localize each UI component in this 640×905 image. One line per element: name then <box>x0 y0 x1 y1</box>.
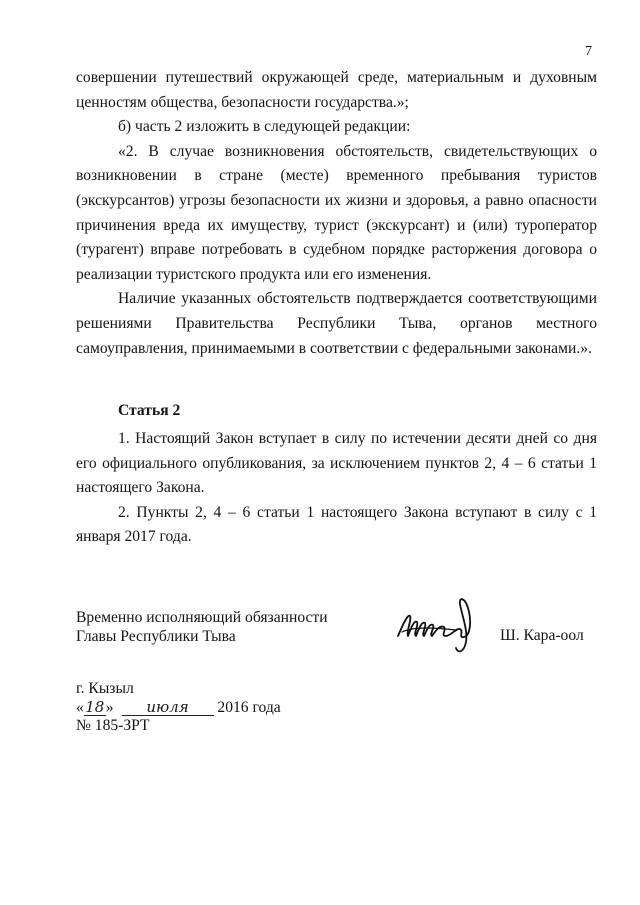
date-line <box>76 699 281 718</box>
date-year: 2016 года <box>217 698 281 716</box>
place-date-block <box>76 680 281 736</box>
article-heading: Статья 2 <box>118 402 181 419</box>
paragraph-continuation: совершении путешествий окружающей среде, материальным и духовным ценностям общества, безопасности государства.»; <box>76 69 597 111</box>
paragraph-circumstances: Наличие указанных обстоятельств подтверждается соответствующими решениями Правительства Республики Тыва, органов местного самоуправления, принимаемыми в соответствии с федеральными законами.». <box>76 290 597 357</box>
signer-title-line-1: Временно исполняющий обязанности <box>76 609 328 626</box>
law-number: № 185-ЗРТ <box>76 717 150 734</box>
paragraph-part-2-text: «2. В случае возникновения обстоятельств, свидетельствующих о возникновении в стране (месте) временного пребывания туристов (экскурсантов) угрозы безопасности их жизни и здоровья, а равно опасности причинения вреда их имуществу, турист (экскурсант) и (или) туроператор (турагент) вправе потребовать в судебном порядке расторжения договора о реализации туристского продукта или его изменения. <box>76 142 597 283</box>
city: г. Кызыл <box>76 680 134 697</box>
signer-name: Ш. Кара-оол <box>500 627 584 644</box>
date-close-quote: » <box>105 698 114 716</box>
date-open-quote: « <box>76 698 84 716</box>
document-body <box>76 66 597 361</box>
signer-title <box>76 608 328 646</box>
date-month: июля <box>122 700 214 716</box>
paragraph-part-2-instruction: б) часть 2 изложить в следующей редакции: <box>118 118 411 136</box>
handwritten-signature <box>394 592 490 658</box>
signer-title-line-2: Главы Республики Тыва <box>76 628 236 645</box>
article-clause-2: 2. Пункты 2, 4 – 6 статьи 1 настоящего Закона вступают в силу с 1 января 2017 года. <box>76 503 597 546</box>
page-number: 7 <box>585 44 592 59</box>
article-clause-1: 1. Настоящий Закон вступает в силу по истечении десяти дней со дня его официального опубликования, за исключением пунктов 2, 4 – 6 статьи 1 настоящего Закона. <box>76 430 597 497</box>
date-day: 18 <box>85 697 105 716</box>
article-body <box>76 427 597 550</box>
